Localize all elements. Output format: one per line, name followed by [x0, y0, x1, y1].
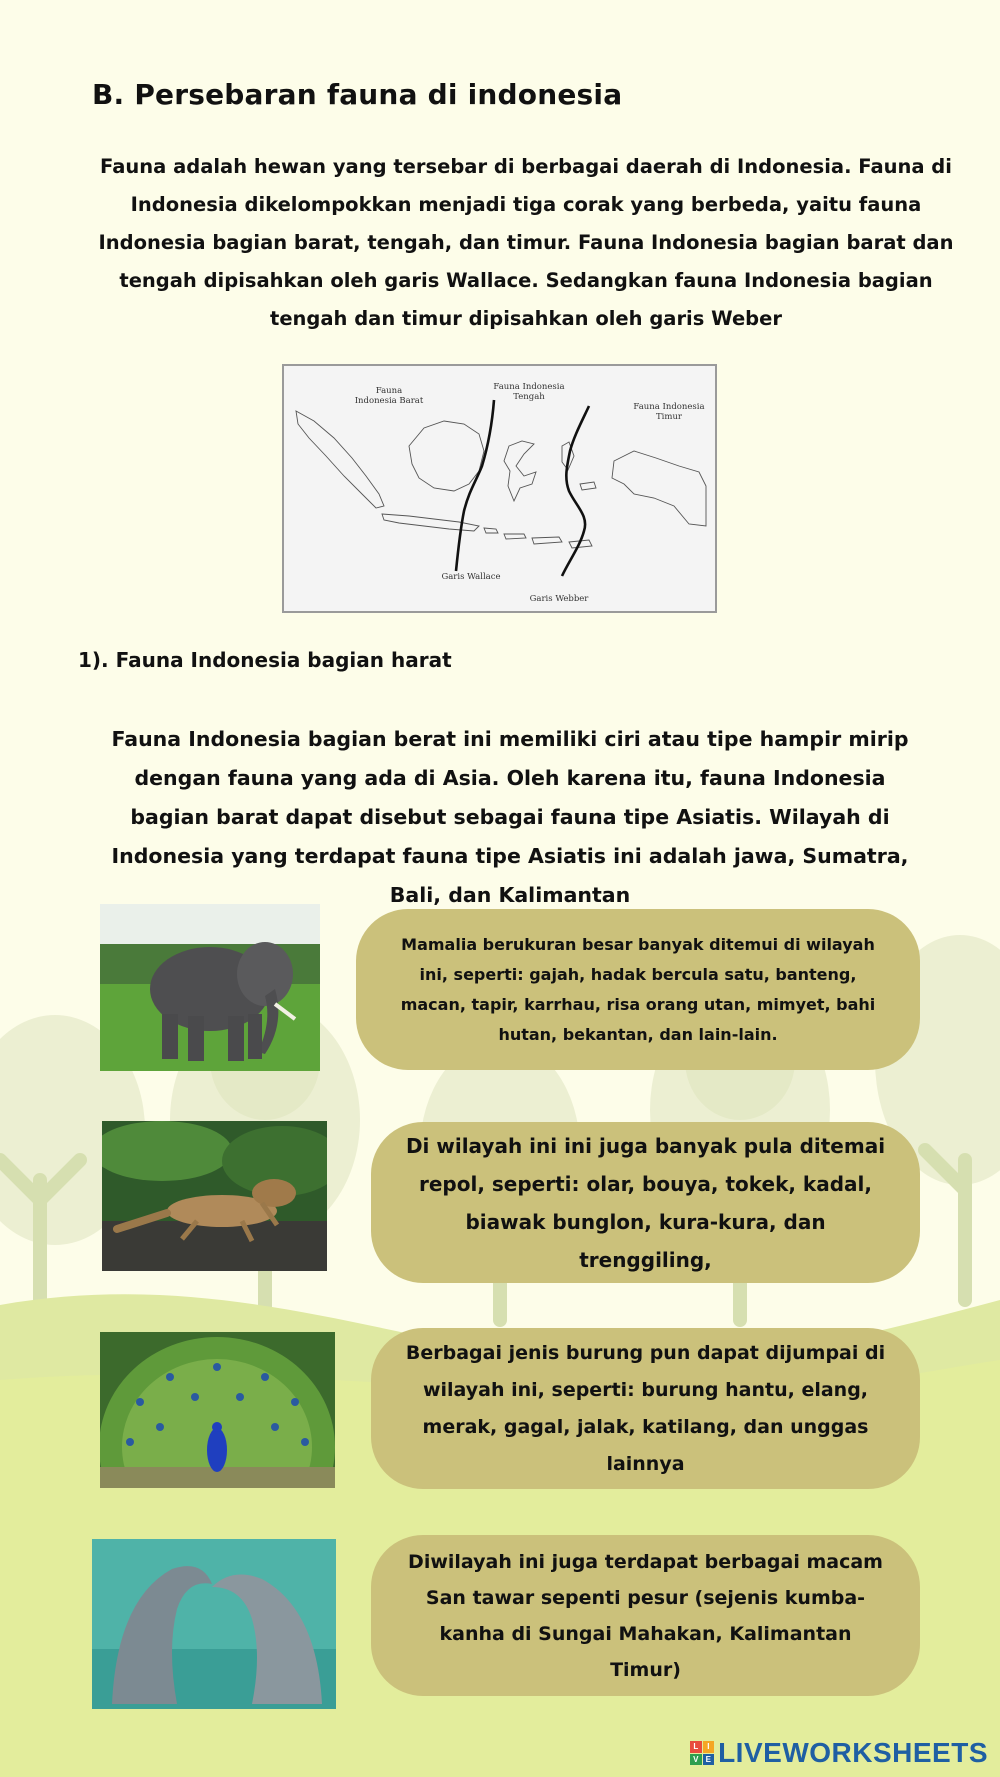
brand-name: LIVEWORKSHEETS	[718, 1737, 988, 1768]
map-label-wallace: Garis Wallace	[441, 572, 501, 582]
indonesia-fauna-map	[282, 364, 717, 613]
intro-paragraph: Fauna adalah hewan yang tersebar di berbagai daerah di Indonesia. Fauna di Indonesia dikelompokkan menjadi tiga corak yang berbeda, yaitu fauna Indonesia bagian barat, tengah, dan timur. Fauna Indonesia bagian barat dan tengah dipisahkan oleh garis Wallace. Sedangkan fauna Indonesia bagian tengah dan timur dipisahkan oleh garis Weber	[98, 155, 954, 330]
section-heading: 1). Fauna Indonesia bagian harat	[78, 648, 452, 672]
logo-letter-v: V	[690, 1754, 702, 1766]
card-text-freshwater: Diwilayah ini juga terdapat berbagai macam San tawar sepenti pesur (sejenis kumba-kanha di Sungai Mahakan, Kalimantan Timur)	[371, 1535, 920, 1696]
section-paragraph: Fauna Indonesia bagian berat ini memiliki ciri atau tipe hampir mirip dengan fauna yang ada di Asia. Oleh karena itu, fauna Indonesia bagian barat dapat disebut sebagai fauna tipe Asiatis. Wilayah di Indonesia yang terdapat fauna tipe Asiatis ini adalah jawa, Sumatra, Bali, dan Kalimantan	[111, 727, 909, 907]
map-label-webber: Garis Webber	[529, 594, 589, 604]
liveworksheets-logo-icon	[690, 1741, 714, 1765]
logo-letter-i: I	[703, 1741, 715, 1753]
logo-letter-l: L	[690, 1741, 702, 1753]
lizard-photo	[102, 1121, 327, 1271]
logo-letter-e: E	[703, 1754, 715, 1766]
card-text-birds: Berbagai jenis burung pun dapat dijumpai di wilayah ini, seperti: burung hantu, elang, merak, gagal, jalak, katilang, dan unggas lainnya	[371, 1328, 920, 1489]
map-label-timur: Fauna Indonesia Timur	[633, 402, 705, 422]
dolphins-photo	[92, 1539, 336, 1709]
card-text-reptiles: Di wilayah ini ini juga banyak pula ditemai repol, seperti: olar, bouya, tokek, kadal, biawak bunglon, kura-kura, dan trenggiling,	[371, 1122, 920, 1283]
card-text-mammals: Mamalia berukuran besar banyak ditemui di wilayah ini, seperti: gajah, hadak bercula satu, banteng, macan, tapir, karrhau, risa orang utan, mimyet, bahi hutan, bekantan, dan lain-lain.	[356, 909, 920, 1070]
map-label-tengah: Fauna Indonesia Tengah	[493, 382, 565, 402]
peacock-photo	[100, 1332, 335, 1488]
elephant-photo	[100, 904, 320, 1071]
page-title: B. Persebaran fauna di indonesia	[92, 78, 623, 111]
map-label-barat: Fauna Indonesia Barat	[354, 386, 424, 406]
liveworksheets-brand[interactable]	[690, 1737, 988, 1769]
